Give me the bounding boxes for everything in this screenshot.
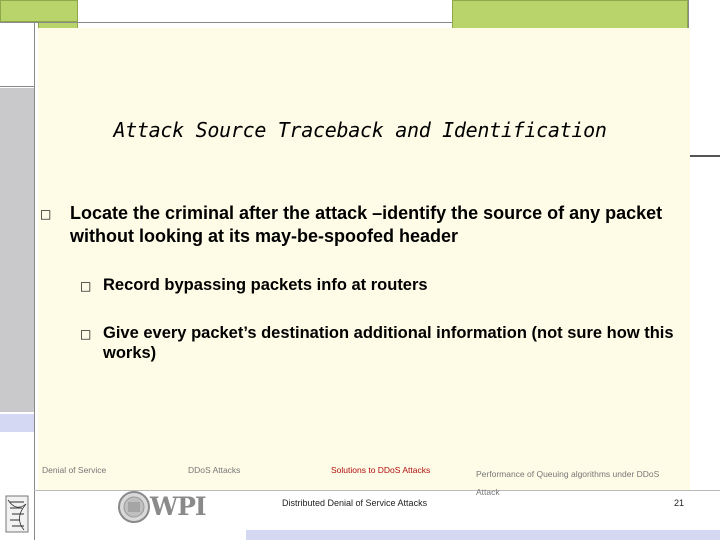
- corner-seal-icon: [0, 492, 32, 540]
- frame-line-top: [0, 22, 452, 23]
- bullet-text-2: Record bypassing packets info at routers: [103, 276, 428, 294]
- bullet-text-3: Give every packet’s destination additional information (not sure how this works): [103, 324, 674, 362]
- slide-content-panel: [38, 28, 690, 490]
- slide-title: Attack Source Traceback and Identification: [113, 118, 607, 142]
- nav-link-denial-of-service[interactable]: Denial of Service: [42, 465, 107, 475]
- footer-title: Distributed Denial of Service Attacks: [282, 498, 428, 508]
- page-number: 21: [673, 498, 684, 508]
- frame-line-left: [34, 22, 35, 540]
- nav-link-solutions[interactable]: Solutions to DDoS Attacks: [331, 465, 431, 475]
- bullet-marker-2: □: [80, 279, 92, 293]
- left-lavender-strip: [0, 414, 34, 432]
- bullet-marker-3: □: [80, 327, 92, 341]
- frame-line-left-mid: [0, 86, 34, 87]
- bottom-lavender-strip: [246, 530, 720, 540]
- bullet-text-1: Locate the criminal after the attack –identify the source of any packet without looking at its may-be-spoofed header: [70, 203, 663, 246]
- nav-link-performance[interactable]: Performance of Queuing algorithms under DDoS Attack: [476, 469, 660, 497]
- left-grey-strip: [0, 88, 34, 412]
- frame-line-right: [690, 155, 720, 157]
- bullet-marker-1: □: [40, 207, 52, 221]
- wpi-logo-text: WPI: [150, 492, 206, 521]
- top-left-green-block: [0, 0, 78, 22]
- nav-link-ddos-attacks[interactable]: DDoS Attacks: [188, 465, 241, 475]
